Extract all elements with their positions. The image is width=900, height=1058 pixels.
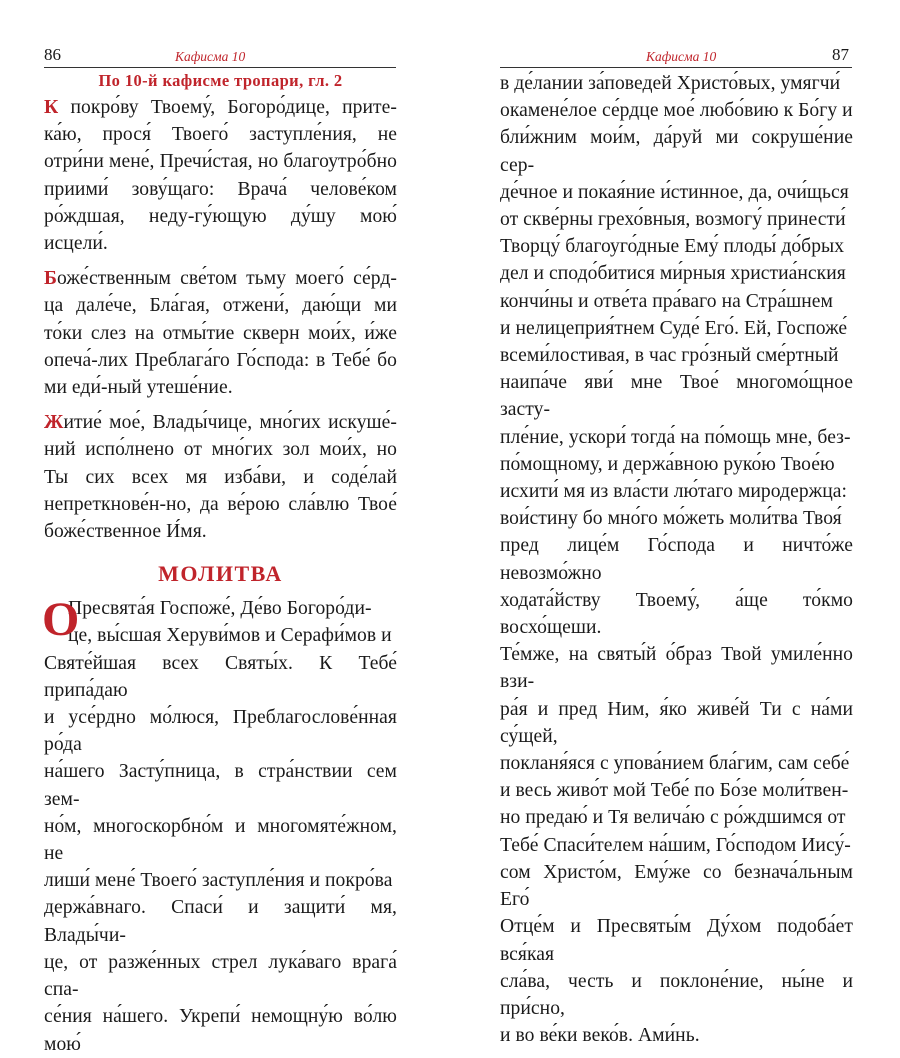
troparion-3 xyxy=(44,409,397,545)
text-line: пле́ние, ускори́ тогда́ на по́мощь мне, без- xyxy=(500,426,851,448)
prayer-title: МОЛИТВА xyxy=(158,561,283,587)
troparion-3-initial: Ж xyxy=(44,412,64,434)
prayer-line: Пресвята́я Госпоже́, Де́во Богоро́ди- xyxy=(68,598,372,620)
text-line: кончи́ны и отве́та пра́ваго на Стра́шнем xyxy=(500,290,833,312)
page-number: 86 xyxy=(44,45,61,64)
text-line: всеми́лостивая, в час гро́зный сме́ртный xyxy=(500,345,839,367)
prayer-line: лиши́ мене́ Твоего́ заступле́ния и покро́ва xyxy=(44,870,393,892)
right-page xyxy=(460,0,900,1047)
right-text-column xyxy=(500,70,853,1049)
text-line: де́чное и покая́ние и́стинное, да, очи́щься xyxy=(500,181,849,203)
text-line: покланя́яся с упова́нием бла́гим, сам себе́ xyxy=(500,753,850,775)
troparion-1-initial: К xyxy=(44,97,59,118)
text-line: и во ве́ки веко́в. Ами́нь. xyxy=(500,1025,700,1047)
text-line: сом Христо́м, Ему́же со безнача́льным Его́ xyxy=(500,861,853,911)
text-line: и нелицеприя́тнем Суде́ Его́. Ей, Госпоже́ xyxy=(500,317,848,339)
text-line: дел и сподо́битися ми́рныя христиа́нския xyxy=(500,263,846,285)
text-line: по́мощному, и держа́вною руко́ю Твое́ю xyxy=(500,453,835,475)
text-line: Те́мже, на святы́й о́браз Твой умиле́нно взи- xyxy=(500,644,853,693)
text-line: ра́я и пред Ним, я́ко живе́й Ти с на́ми су́щей, xyxy=(500,698,853,747)
text-line: пред лице́м Го́спода и ничто́же невозмо́жно xyxy=(500,535,853,584)
prayer-line: но́м, многоскорбно́м и многомяте́жном, не xyxy=(44,815,397,865)
text-line: но предаю́ и Тя велича́ю с ро́ждшимся от xyxy=(500,807,846,829)
left-page xyxy=(0,0,440,1055)
text-line: сла́ва, честь и поклоне́ние, ны́не и при́сно, xyxy=(500,970,853,1019)
header-rule xyxy=(500,67,852,68)
running-head: Кафисма 10 xyxy=(175,49,246,64)
text-line: от скве́рны грехо́вныя, возмогу́ принести́ xyxy=(500,209,846,231)
prayer-line: це, вы́сшая Херуви́мов и Серафи́мов и xyxy=(68,625,392,647)
troparion-3-text: итие́ мое́, Влады́чице, мно́гих искуше́-ний испо́лнено от мно́гих зол мои́х, но Ты сих всех мя изба́ви, и соде́лай непреткнове́н-но, да ве́рою сла́влю Твое́ боже́ственное И́мя. xyxy=(44,412,397,543)
text-line: в де́лании за́поведей Христо́вых, умягчи́ xyxy=(500,73,841,94)
prayer-line: держа́внаго. Спаси́ и защити́ мя, Влады́чи- xyxy=(44,897,397,946)
text-line: бли́жним мои́м, да́руй ми сокруше́ние сер- xyxy=(500,127,853,176)
text-line: Творцу́ благоуго́дные Ему́ плоды́ до́брых xyxy=(500,236,845,258)
troparion-2-text: оже́ственным све́том тьму моего́ се́рд-ца дале́че, Бла́гая, отжени́, даю́щи ми то́ки слез на отмы́тие скверн мои́х, и́же опеча́-лих Преблага́го Го́спода: в Тебе́ бо ми еди́-ный утеше́ние. xyxy=(44,268,397,399)
troparia-title: По 10-й кафисме тропари, гл. 2 xyxy=(98,71,343,90)
troparion-2-initial: Б xyxy=(44,268,58,290)
prayer-initial: О xyxy=(42,593,80,647)
prayer-line: Святе́йшая всех Святы́х. К Тебе́ припа́даю xyxy=(44,652,397,701)
text-line: вои́стину бо мно́го мо́жеть моли́тва Твоя́ xyxy=(500,508,842,530)
left-text-column xyxy=(44,70,397,1058)
prayer-body-cont xyxy=(44,650,397,1058)
text-line: исхити́ мя из вла́сти лю́таго миродержца: xyxy=(500,481,848,503)
prayer-body xyxy=(44,595,397,649)
prayer-line: и усе́рдно мо́люся, Преблагослове́нная ро́да xyxy=(44,707,397,756)
text-line: Тебе́ Спаси́телем на́шим, Го́сподом Иису́- xyxy=(500,834,851,856)
prayer-line: це, от разже́нных стрел лука́ваго врага́ спа- xyxy=(44,951,397,1001)
prayer-line: на́шего Засту́пница, в стра́нствии сем зем- xyxy=(44,761,397,810)
header-rule xyxy=(44,67,396,68)
text-line: окамене́лое се́рдце мое́ любо́вию к Бо́гу и xyxy=(500,100,853,122)
text-line: ходата́йству Твоему́, а́ще то́кмо восхо́щеши. xyxy=(500,589,853,639)
text-line: и весь живо́т мой Тебе́ по Бо́зе моли́твен- xyxy=(500,780,849,802)
text-line: наипа́че яви́ мне Твое́ многомо́щное засту- xyxy=(500,372,853,421)
page-number: 87 xyxy=(832,45,849,64)
prayer-line: се́ния на́шего. Укрепи́ немощну́ю во́лю мою́ xyxy=(44,1006,397,1055)
troparion-1 xyxy=(44,94,397,257)
text-line: Отце́м и Пресвяты́м Ду́хом подоба́ет вся́кая xyxy=(500,916,853,965)
troparion-1-text: покро́ву Твоему́, Богоро́дице, прите-ка́ю, прося́ Твоего́ заступле́ния, не отри́ни мене́, Пречи́стая, но благоутро́бно приими́ зову́щаго: Врача́ челове́ком ро́ждшая, неду-гу́ющую ду́шу мою́ исцели́. xyxy=(44,97,397,255)
troparion-2 xyxy=(44,265,397,401)
running-head: Кафисма 10 xyxy=(646,49,717,64)
